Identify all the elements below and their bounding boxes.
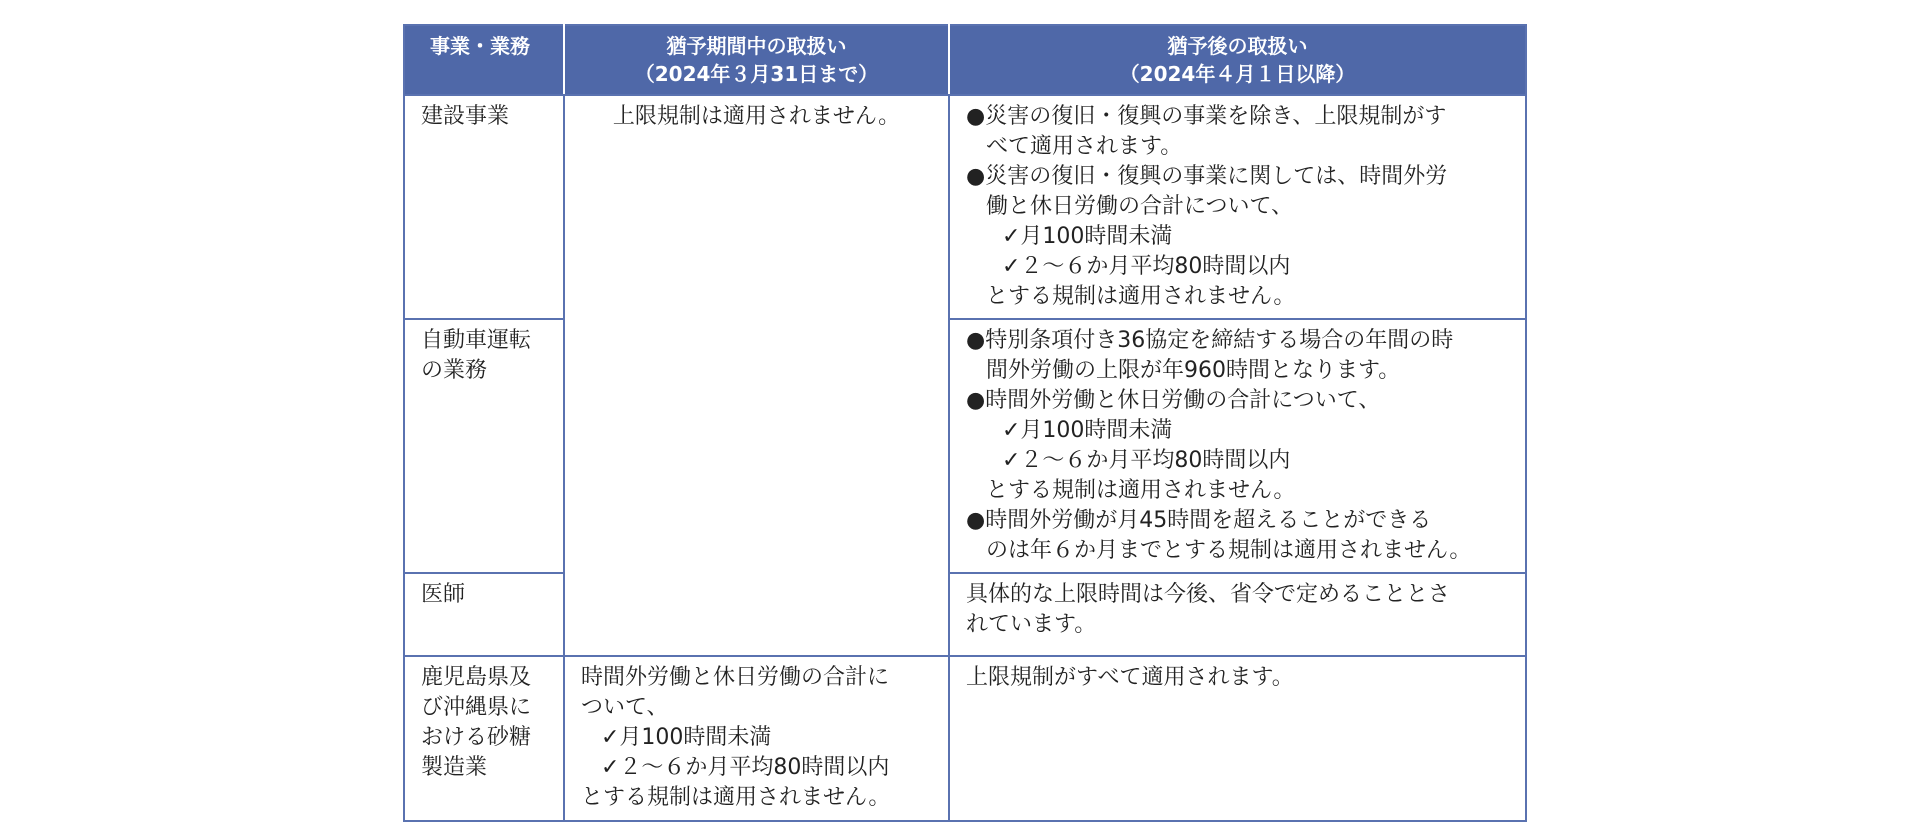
header-row bbox=[404, 25, 1526, 95]
industry-cell-driving bbox=[404, 319, 564, 573]
after-text-line: ●特別条項付き36協定を締結する場合の年間の時 bbox=[966, 328, 1454, 353]
industry-label: び沖縄県に bbox=[421, 695, 532, 720]
checklist-item: ✓月100時間未満 bbox=[601, 725, 772, 750]
table-row-construction bbox=[404, 95, 1526, 319]
during-cell-sugar bbox=[564, 656, 949, 821]
industry-label: おける砂糖 bbox=[421, 725, 532, 750]
after-text-line: のは年６か月までとする規制は適用されません。 bbox=[986, 538, 1472, 563]
overtime-regulation-table bbox=[403, 24, 1527, 822]
during-text-line: ついて、 bbox=[581, 695, 669, 720]
checklist-item: ✓月100時間未満 bbox=[1002, 224, 1173, 249]
during-grace-merged-cell bbox=[564, 95, 949, 656]
industry-cell-doctor bbox=[404, 573, 564, 656]
header-during-grace bbox=[564, 25, 949, 95]
during-text-line: 時間外労働と休日労働の合計に bbox=[581, 665, 890, 690]
industry-cell-construction bbox=[404, 95, 564, 319]
header-during-period: （2024年３月31日まで） bbox=[634, 62, 879, 86]
header-after-period: （2024年４月１日以降） bbox=[1119, 62, 1356, 86]
after-text-line: 間外労働の上限が年960時間となります。 bbox=[986, 358, 1401, 383]
after-cell-driving bbox=[949, 319, 1526, 573]
after-text-line: れています。 bbox=[966, 612, 1097, 637]
after-text-line: ●時間外労働が月45時間を超えることができる bbox=[966, 508, 1432, 533]
header-industry-label: 事業・業務 bbox=[430, 34, 530, 58]
during-text-line: とする規制は適用されません。 bbox=[581, 785, 891, 810]
after-text-line: ●時間外労働と休日労働の合計について、 bbox=[966, 388, 1381, 413]
after-text-line: 働と休日労働の合計について、 bbox=[986, 194, 1294, 219]
after-cell-sugar bbox=[949, 656, 1526, 821]
industry-label: 鹿児島県及 bbox=[421, 665, 532, 690]
checklist-item: ✓２～６か月平均80時間以内 bbox=[1002, 254, 1291, 279]
after-text-line: べて適用されます。 bbox=[986, 134, 1183, 159]
during-grace-text: 上限規制は適用されません。 bbox=[612, 104, 901, 129]
after-cell-construction bbox=[949, 95, 1526, 319]
industry-label: 製造業 bbox=[421, 755, 488, 780]
header-after-grace bbox=[949, 25, 1526, 95]
checklist-item: ✓２～６か月平均80時間以内 bbox=[1002, 448, 1291, 473]
header-during-title: 猶予期間中の取扱い bbox=[666, 34, 847, 58]
header-after-title: 猶予後の取扱い bbox=[1167, 34, 1308, 58]
table-row-sugar bbox=[404, 656, 1526, 821]
after-text-line: 具体的な上限時間は今後、省令で定めることとさ bbox=[966, 582, 1451, 607]
checklist-item: ✓２～６か月平均80時間以内 bbox=[601, 755, 890, 780]
after-text-line: とする規制は適用されません。 bbox=[986, 284, 1296, 309]
after-text-line: ●災害の復旧・復興の事業に関しては、時間外労 bbox=[966, 164, 1448, 189]
industry-label: 建設事業 bbox=[421, 104, 510, 129]
after-cell-doctor bbox=[949, 573, 1526, 656]
industry-cell-sugar bbox=[404, 656, 564, 821]
after-text-line: ●災害の復旧・復興の事業を除き、上限規制がす bbox=[966, 104, 1447, 129]
after-text-line: 上限規制がすべて適用されます。 bbox=[966, 665, 1294, 690]
header-industry bbox=[404, 25, 564, 95]
checklist-item: ✓月100時間未満 bbox=[1002, 418, 1173, 443]
industry-label: 医師 bbox=[421, 582, 466, 607]
industry-label: 自動車運転 bbox=[421, 328, 532, 353]
after-text-line: とする規制は適用されません。 bbox=[986, 478, 1296, 503]
industry-label: の業務 bbox=[421, 358, 488, 383]
